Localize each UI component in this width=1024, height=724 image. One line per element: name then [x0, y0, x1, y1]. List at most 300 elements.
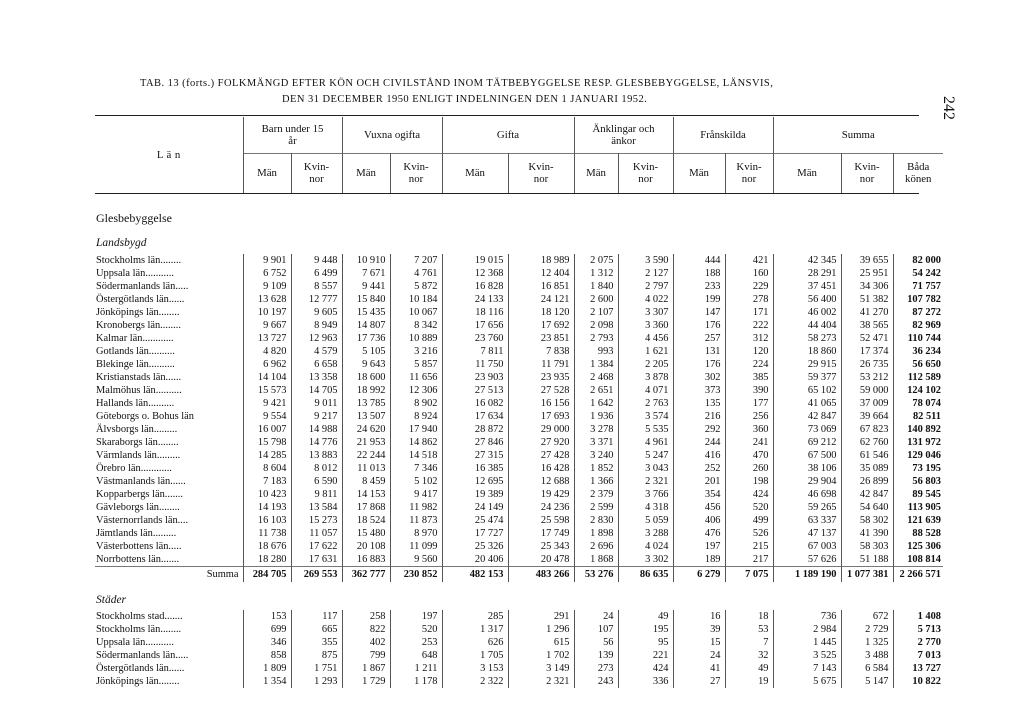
header-man: Män: [442, 153, 508, 193]
cell-value: 4 022: [618, 293, 673, 306]
cell-value: 36 234: [912, 346, 941, 357]
header-bada-konen: Båda könen: [905, 161, 932, 186]
cell-value: 24 620: [342, 423, 390, 436]
cell-value: 2 321: [508, 675, 574, 688]
cell-value: 7 143: [773, 662, 841, 675]
cell-value: 176: [673, 319, 725, 332]
cell-value: 476: [673, 527, 725, 540]
cell-value: 27 846: [442, 436, 508, 449]
cell-value: 59 377: [773, 371, 841, 384]
cell-value: 29 915: [773, 358, 841, 371]
cell-value: 799: [342, 649, 390, 662]
cell-value: 34 306: [841, 280, 893, 293]
cell-value: 59 265: [773, 501, 841, 514]
cell-value: 12 963: [291, 332, 342, 345]
cell-value: 17 736: [342, 332, 390, 345]
cell-value: 229: [725, 280, 773, 293]
table-row: [95, 649, 943, 662]
header-man: Män: [243, 153, 291, 193]
cell-value: 3 149: [508, 662, 574, 675]
cell-value: 42 345: [773, 254, 841, 267]
header-man: Män: [673, 153, 725, 193]
cell-value: 139: [574, 649, 618, 662]
table-row: [95, 501, 943, 514]
cell-value: 13 883: [291, 449, 342, 462]
cell-value: 7 013: [917, 650, 941, 661]
cell-value: 10 910: [342, 254, 390, 267]
cell-value: 19 389: [442, 488, 508, 501]
cell-value: 416: [673, 449, 725, 462]
cell-value: 858: [243, 649, 291, 662]
cell-value: 19 429: [508, 488, 574, 501]
table-row: [95, 527, 943, 540]
cell-value: 9 605: [291, 306, 342, 319]
cell-value: 5 147: [841, 675, 893, 688]
cell-value: 8 949: [291, 319, 342, 332]
cell-value: 18 989: [508, 254, 574, 267]
cell-value: 69 212: [773, 436, 841, 449]
cell-value: 520: [725, 501, 773, 514]
cell-value: 12 404: [508, 267, 574, 280]
cell-value: 3 216: [390, 345, 442, 358]
row-label: Västmanlands län......: [95, 475, 243, 488]
cell-value: 17 656: [442, 319, 508, 332]
cell-value: 2 763: [618, 397, 673, 410]
cell-value: 243: [574, 675, 618, 688]
cell-value: 25 326: [442, 540, 508, 553]
title-line-2: DEN 31 DECEMBER 1950 ENLIGT INDELNINGEN DEN 1 JANUARI 1952.: [282, 94, 648, 105]
table-row: [95, 267, 943, 280]
cell-value: 29 904: [773, 475, 841, 488]
cell-value: 2 321: [618, 475, 673, 488]
cell-value: 15 840: [342, 293, 390, 306]
cell-value: 4 318: [618, 501, 673, 514]
cell-value: 269 553: [291, 567, 342, 583]
row-label: Kronobergs län........: [95, 319, 243, 332]
subsection-landsbygd: Landsbygd: [96, 237, 147, 249]
landsbygd-table: [95, 254, 943, 582]
cell-value: 215: [725, 540, 773, 553]
cell-value: 1 705: [442, 649, 508, 662]
cell-value: 20 108: [342, 540, 390, 553]
cell-value: 37 009: [841, 397, 893, 410]
cell-value: 112 589: [907, 372, 941, 383]
cell-value: 258: [342, 610, 390, 623]
row-label: Stockholms län........: [95, 623, 243, 636]
cell-value: 260: [725, 462, 773, 475]
cell-value: 3 525: [773, 649, 841, 662]
cell-value: 16 428: [508, 462, 574, 475]
cell-value: 135: [673, 397, 725, 410]
cell-value: 18 116: [442, 306, 508, 319]
cell-value: 38 565: [841, 319, 893, 332]
cell-value: 10 822: [912, 676, 941, 687]
cell-value: 278: [725, 293, 773, 306]
cell-value: 56 650: [912, 359, 941, 370]
cell-value: 49: [618, 610, 673, 623]
cell-value: 2 205: [618, 358, 673, 371]
cell-value: 87 272: [912, 307, 941, 318]
row-label: Hallands län..........: [95, 397, 243, 410]
cell-value: 9 011: [291, 397, 342, 410]
cell-value: 7 207: [390, 254, 442, 267]
cell-value: 53 276: [574, 567, 618, 583]
cell-value: 2 107: [574, 306, 618, 319]
cell-value: 9 417: [390, 488, 442, 501]
row-label: Östergötlands län......: [95, 293, 243, 306]
header-kvinnor: Kvin-nor: [291, 153, 342, 193]
cell-value: 65 102: [773, 384, 841, 397]
cell-value: 27 513: [442, 384, 508, 397]
cell-value: 197: [390, 610, 442, 623]
cell-value: 18 676: [243, 540, 291, 553]
cell-value: 3 360: [618, 319, 673, 332]
cell-value: 11 750: [442, 358, 508, 371]
table-row: [95, 358, 943, 371]
cell-value: 9 217: [291, 410, 342, 423]
cell-value: 51 188: [841, 553, 893, 567]
cell-value: 217: [725, 553, 773, 567]
cell-value: 27 315: [442, 449, 508, 462]
table-row: [95, 397, 943, 410]
cell-value: 177: [725, 397, 773, 410]
cell-value: 1 898: [574, 527, 618, 540]
cell-value: 3 043: [618, 462, 673, 475]
cell-value: 8 970: [390, 527, 442, 540]
cell-value: 14 518: [390, 449, 442, 462]
summa-row: [95, 567, 943, 583]
cell-value: 15 273: [291, 514, 342, 527]
cell-value: 9 643: [342, 358, 390, 371]
table-row: [95, 623, 943, 636]
cell-value: 12 777: [291, 293, 342, 306]
cell-value: 59 000: [841, 384, 893, 397]
cell-value: 5 247: [618, 449, 673, 462]
cell-value: 3 574: [618, 410, 673, 423]
cell-value: 49: [725, 662, 773, 675]
cell-value: 285: [442, 610, 508, 623]
row-label: Gotlands län..........: [95, 345, 243, 358]
cell-value: 82 511: [912, 411, 941, 422]
cell-value: 27 920: [508, 436, 574, 449]
cell-value: 16 156: [508, 397, 574, 410]
cell-value: 15 480: [342, 527, 390, 540]
cell-value: 47 137: [773, 527, 841, 540]
cell-value: 257: [673, 332, 725, 345]
cell-value: 2 984: [773, 623, 841, 636]
cell-value: 23 903: [442, 371, 508, 384]
cell-value: 385: [725, 371, 773, 384]
cell-value: 1 936: [574, 410, 618, 423]
cell-value: 160: [725, 267, 773, 280]
cell-value: 4 820: [243, 345, 291, 358]
table-row: [95, 675, 943, 688]
cell-value: 10 197: [243, 306, 291, 319]
table-row: [95, 462, 943, 475]
table-row: [95, 423, 943, 436]
cell-value: 41 065: [773, 397, 841, 410]
cell-value: 5 872: [390, 280, 442, 293]
header-anklingar: Änklingar och änkor: [574, 117, 673, 153]
row-label: Jönköpings län........: [95, 306, 243, 319]
cell-value: 1 077 381: [841, 567, 893, 583]
cell-value: 9 448: [291, 254, 342, 267]
row-label: Kristianstads län......: [95, 371, 243, 384]
cell-value: 67 003: [773, 540, 841, 553]
cell-value: 14 153: [342, 488, 390, 501]
cell-value: 82 000: [912, 255, 941, 266]
row-label: Jönköpings län........: [95, 675, 243, 688]
cell-value: 273: [574, 662, 618, 675]
cell-value: 8 604: [243, 462, 291, 475]
cell-value: 19: [725, 675, 773, 688]
cell-value: 2 599: [574, 501, 618, 514]
cell-value: 78 074: [912, 398, 941, 409]
title-line-1: TAB. 13 (forts.) FOLKMÄNGD EFTER KÖN OCH CIVILSTÅND INOM TÄTBEBYGGELSE RESP. GLESBEBYGGELSE, LÄNSVIS,: [140, 78, 774, 89]
cell-value: 1 325: [841, 636, 893, 649]
cell-value: 18 600: [342, 371, 390, 384]
cell-value: 456: [673, 501, 725, 514]
cell-value: 15 798: [243, 436, 291, 449]
header-vuxna-ogifta: Vuxna ogifta: [342, 117, 442, 153]
cell-value: 41 270: [841, 306, 893, 319]
cell-value: 15: [673, 636, 725, 649]
cell-value: 82 969: [912, 320, 941, 331]
cell-value: 61 546: [841, 449, 893, 462]
cell-value: 37 451: [773, 280, 841, 293]
cell-value: 16: [673, 610, 725, 623]
cell-value: 2 651: [574, 384, 618, 397]
cell-value: 88 528: [912, 528, 941, 539]
row-label: Västerbottens län.....: [95, 540, 243, 553]
cell-value: 11 099: [390, 540, 442, 553]
cell-value: 3 590: [618, 254, 673, 267]
cell-value: 27: [673, 675, 725, 688]
cell-value: 17 868: [342, 501, 390, 514]
cell-value: 5 105: [342, 345, 390, 358]
cell-value: 7 346: [390, 462, 442, 475]
cell-value: 1 366: [574, 475, 618, 488]
cell-value: 222: [725, 319, 773, 332]
cell-value: 15 573: [243, 384, 291, 397]
cell-value: 147: [673, 306, 725, 319]
cell-value: 56 400: [773, 293, 841, 306]
cell-value: 131 972: [907, 437, 941, 448]
cell-value: 402: [342, 636, 390, 649]
cell-value: 28 291: [773, 267, 841, 280]
cell-value: 10 067: [390, 306, 442, 319]
cell-value: 14 807: [342, 319, 390, 332]
cell-value: 3 488: [841, 649, 893, 662]
cell-value: 51 382: [841, 293, 893, 306]
cell-value: 54 242: [912, 268, 941, 279]
cell-value: 9 560: [390, 553, 442, 567]
cell-value: 44 404: [773, 319, 841, 332]
cell-value: 7 811: [442, 345, 508, 358]
row-label: Malmöhus län..........: [95, 384, 243, 397]
cell-value: 312: [725, 332, 773, 345]
table-row: [95, 293, 943, 306]
table-row: [95, 319, 943, 332]
cell-value: 699: [243, 623, 291, 636]
cell-value: 1 751: [291, 662, 342, 675]
cell-value: 3 766: [618, 488, 673, 501]
cell-value: 63 337: [773, 514, 841, 527]
cell-value: 198: [725, 475, 773, 488]
cell-value: 9 811: [291, 488, 342, 501]
cell-value: 13 785: [342, 397, 390, 410]
cell-value: 7 671: [342, 267, 390, 280]
row-label: Örebro län............: [95, 462, 243, 475]
header-kvinnor: Kvin-nor: [841, 153, 893, 193]
cell-value: 18 524: [342, 514, 390, 527]
cell-value: 195: [618, 623, 673, 636]
cell-value: 11 013: [342, 462, 390, 475]
cell-value: 5 713: [917, 624, 941, 635]
cell-value: 4 961: [618, 436, 673, 449]
cell-value: 107 782: [907, 294, 941, 305]
cell-value: 6 590: [291, 475, 342, 488]
cell-value: 67 500: [773, 449, 841, 462]
cell-value: 35 089: [841, 462, 893, 475]
row-label: Östergötlands län......: [95, 662, 243, 675]
cell-value: 993: [574, 345, 618, 358]
cell-value: 224: [725, 358, 773, 371]
table-row: [95, 636, 943, 649]
cell-value: 875: [291, 649, 342, 662]
table-row: [95, 475, 943, 488]
header-summa: Summa: [841, 128, 875, 141]
cell-value: 12 368: [442, 267, 508, 280]
cell-value: 3 288: [618, 527, 673, 540]
cell-value: 3 307: [618, 306, 673, 319]
header-barn: Barn under 15 år: [243, 117, 342, 153]
cell-value: 121 639: [907, 515, 941, 526]
row-label: Kalmar län............: [95, 332, 243, 345]
cell-value: 57 626: [773, 553, 841, 567]
row-label: Stockholms län........: [95, 254, 243, 267]
cell-value: 18 120: [508, 306, 574, 319]
cell-value: 11 982: [390, 501, 442, 514]
cell-value: 648: [390, 649, 442, 662]
cell-value: 5 059: [618, 514, 673, 527]
header-man: Män: [773, 153, 841, 193]
table-header: [95, 117, 943, 193]
cell-value: 615: [508, 636, 574, 649]
cell-value: 39 664: [841, 410, 893, 423]
cell-value: 3 153: [442, 662, 508, 675]
cell-value: 1 621: [618, 345, 673, 358]
table-row: [95, 449, 943, 462]
cell-value: 2 770: [917, 637, 941, 648]
cell-value: 5 535: [618, 423, 673, 436]
cell-value: 1 296: [508, 623, 574, 636]
cell-value: 14 705: [291, 384, 342, 397]
table-row: [95, 254, 943, 267]
cell-value: 67 823: [841, 423, 893, 436]
cell-value: 291: [508, 610, 574, 623]
cell-value: 17 940: [390, 423, 442, 436]
cell-value: 7: [725, 636, 773, 649]
cell-value: 499: [725, 514, 773, 527]
cell-value: 24: [673, 649, 725, 662]
cell-value: 9 441: [342, 280, 390, 293]
cell-value: 1 354: [243, 675, 291, 688]
cell-value: 29 000: [508, 423, 574, 436]
cell-value: 11 791: [508, 358, 574, 371]
cell-value: 95: [618, 636, 673, 649]
cell-value: 626: [442, 636, 508, 649]
cell-value: 9 667: [243, 319, 291, 332]
cell-value: 129 046: [907, 450, 941, 461]
cell-value: 2 379: [574, 488, 618, 501]
cell-value: 189: [673, 553, 725, 567]
cell-value: 6 584: [841, 662, 893, 675]
cell-value: 17 693: [508, 410, 574, 423]
row-label: Skaraborgs län........: [95, 436, 243, 449]
cell-value: 2 098: [574, 319, 618, 332]
cell-value: 1 178: [390, 675, 442, 688]
cell-value: 22 244: [342, 449, 390, 462]
cell-value: 2 127: [618, 267, 673, 280]
cell-value: 241: [725, 436, 773, 449]
cell-value: 390: [725, 384, 773, 397]
header-gifta: Gifta: [442, 117, 574, 153]
cell-value: 125 306: [907, 541, 941, 552]
row-label: Kopparbergs län.......: [95, 488, 243, 501]
cell-value: 424: [618, 662, 673, 675]
cell-value: 8 902: [390, 397, 442, 410]
cell-value: 27 528: [508, 384, 574, 397]
table-row: [95, 371, 943, 384]
row-label: Södermanlands län.....: [95, 649, 243, 662]
cell-value: 10 423: [243, 488, 291, 501]
cell-value: 18 992: [342, 384, 390, 397]
row-label: Uppsala län...........: [95, 636, 243, 649]
row-label: Jämtlands län.........: [95, 527, 243, 540]
table-row: [95, 345, 943, 358]
cell-value: 7 075: [725, 567, 773, 583]
cell-value: 5 102: [390, 475, 442, 488]
cell-value: 3 278: [574, 423, 618, 436]
cell-value: 6 279: [673, 567, 725, 583]
cell-value: 2 266 571: [899, 569, 941, 580]
cell-value: 1 384: [574, 358, 618, 371]
cell-value: 2 830: [574, 514, 618, 527]
cell-value: 131: [673, 345, 725, 358]
cell-value: 9 554: [243, 410, 291, 423]
cell-value: 52 471: [841, 332, 893, 345]
header-kvinnor: Kvin-nor: [618, 153, 673, 193]
table-row: [95, 610, 943, 623]
cell-value: 18 280: [243, 553, 291, 567]
cell-value: 256: [725, 410, 773, 423]
section-glesbebyggelse: Glesbebyggelse: [96, 211, 172, 225]
cell-value: 11 738: [243, 527, 291, 540]
cell-value: 73 069: [773, 423, 841, 436]
cell-value: 23 760: [442, 332, 508, 345]
top-rule: [95, 115, 919, 116]
cell-value: 32: [725, 649, 773, 662]
cell-value: 12 695: [442, 475, 508, 488]
cell-value: 56: [574, 636, 618, 649]
cell-value: 25 343: [508, 540, 574, 553]
cell-value: 58 303: [841, 540, 893, 553]
cell-value: 406: [673, 514, 725, 527]
cell-value: 8 012: [291, 462, 342, 475]
cell-value: 113 905: [907, 502, 941, 513]
cell-value: 3 240: [574, 449, 618, 462]
